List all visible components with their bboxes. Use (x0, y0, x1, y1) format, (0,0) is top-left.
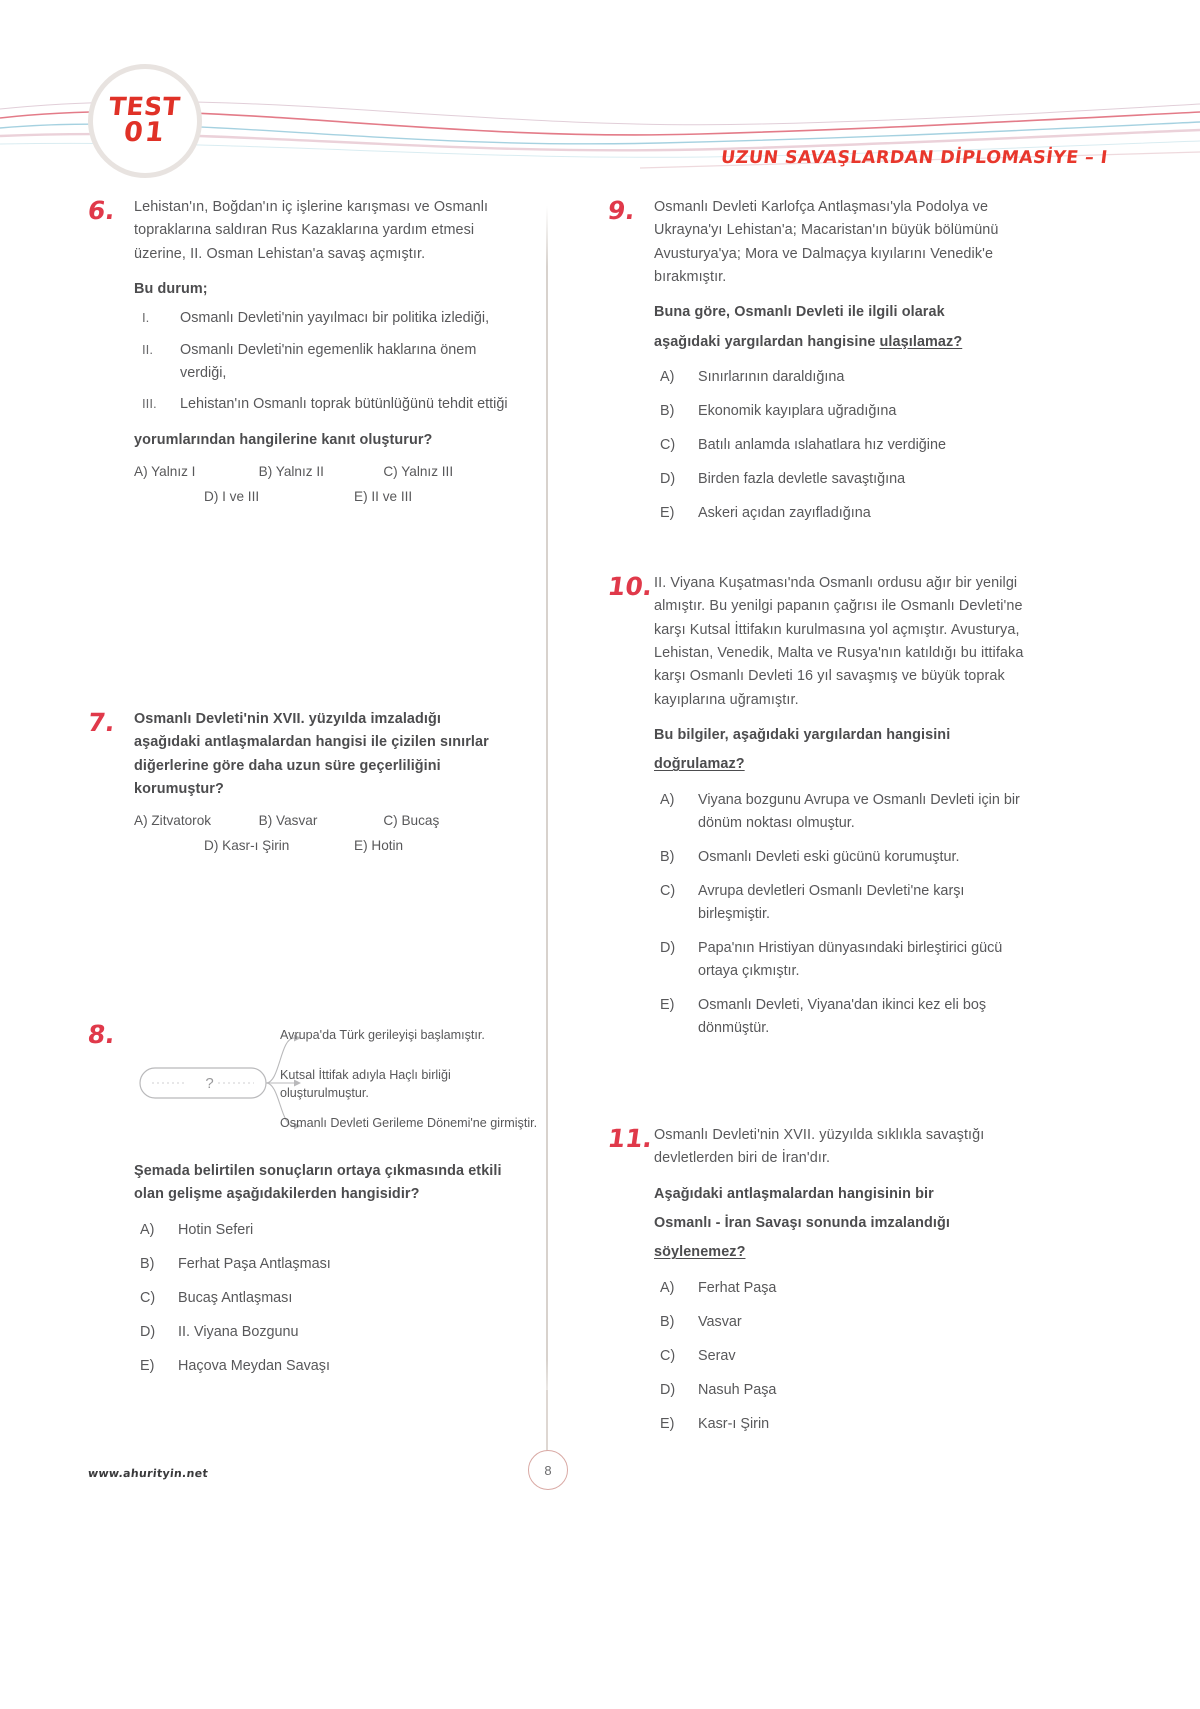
option-letter: C) (660, 437, 676, 454)
question-10 (605, 572, 1028, 1051)
option-text: Viyana bozgunu Avrupa ve Osmanlı Devleti için bir dönüm noktası olmuştur. (698, 791, 1020, 831)
option-text: Papa'nın Hristiyan dünyasındaki birleştirici gücü ortaya çıkmıştır. (698, 939, 1003, 979)
roman-numeral: I. (142, 310, 150, 326)
test-badge-word: TEST (107, 92, 183, 122)
question-11-ask-line1: Aşağıdaki antlaşmalardan hangisinin bir (654, 1185, 934, 1202)
question-10-stem: II. Viyana Kuşatması'nda Osmanlı ordusu ağır bir yenilgi almıştır. Bu yenilgi papanın çağrısı ile Osmanlı Devleti'ne karşı Kutsal İttifakın kurulmasına yol açmıştır. Avusturya, Lehistan, Venedik, Malta ve Rusya'nın katıldığı bu ittifaka karşı Osmanlı Devleti 16 yıl savaşmış ve büyük toprak kayıplarına uğramıştır. (654, 575, 1024, 708)
question-8-options (134, 1219, 508, 1378)
option-text: Nasuh Paşa (698, 1381, 777, 1398)
option-letter: E) (660, 505, 675, 522)
questions-area (0, 196, 1200, 1456)
option-letter: C) (140, 1289, 156, 1306)
option-letter: E) (140, 1357, 155, 1374)
option-b[interactable] (134, 1253, 508, 1276)
option-b[interactable] (654, 1311, 1028, 1334)
option-letter: E) (660, 1415, 675, 1432)
divider-tail (546, 1390, 548, 1452)
list-item (134, 307, 508, 330)
schema-unknown-label: ? (205, 1075, 215, 1092)
option-d[interactable]: D) Kasr-ı Şirin (204, 838, 290, 854)
option-a[interactable]: A) Zitvatorok (134, 813, 212, 829)
option-letter: A) (660, 368, 675, 385)
question-9-options (654, 366, 1028, 525)
option-text: Ferhat Paşa Antlaşması (178, 1255, 331, 1272)
question-8-ask: Şemada belirtilen sonuçların ortaya çıkmasında etkili olan gelişme aşağıdakilerden hangisidir? (134, 1163, 502, 1203)
option-text: Hotin Seferi (178, 1221, 254, 1238)
option-text: II. Viyana Bozgunu (178, 1323, 299, 1340)
option-text: Haçova Meydan Savaşı (178, 1357, 330, 1374)
option-a[interactable] (134, 1219, 508, 1242)
option-letter: B) (660, 403, 675, 420)
page-title: UZUN SAVAŞLARDAN DİPLOMASİYE – I (720, 148, 1110, 168)
question-8 (85, 1020, 538, 1389)
option-letter: D) (660, 939, 676, 956)
question-6-stem: Lehistan'ın, Boğdan'ın iç işlerine karışması ve Osmanlı topraklarına saldıran Rus Kazaklarına yardım etmesi üzerine, II. Osman Lehistan'a savaş açmıştır. (134, 199, 489, 262)
question-10-options (654, 789, 1028, 1040)
roman-item-text: Osmanlı Devleti'nin yayılmacı bir politika izlediği, (180, 310, 490, 327)
roman-numeral: III. (142, 396, 157, 412)
option-text: Birden fazla devletle savaştığına (698, 471, 906, 488)
option-d[interactable] (654, 937, 1028, 983)
question-9-number: 9. (605, 196, 637, 225)
option-a[interactable]: A) Yalnız I (134, 463, 196, 479)
option-c[interactable]: C) Yalnız III (383, 463, 454, 479)
question-11-number: 11. (605, 1124, 655, 1153)
column-divider (546, 206, 548, 1421)
option-letter: D) (660, 471, 676, 488)
option-letter: E) (660, 996, 675, 1013)
question-10-ask-emphasis: doğrulamaz? (654, 756, 745, 773)
option-letter: A) (660, 1279, 675, 1296)
question-9-ask-line1: Buna göre, Osmanlı Devleti ile ilgili olarak (654, 304, 945, 321)
option-d[interactable] (654, 1379, 1028, 1402)
option-e[interactable]: E) Hotin (354, 838, 404, 854)
question-11 (605, 1124, 1028, 1447)
question-7-number: 7. (85, 708, 117, 737)
option-a[interactable] (654, 1277, 1028, 1300)
option-letter: D) (140, 1323, 156, 1340)
question-9-ask-line2 (654, 331, 1028, 354)
option-text: Batılı anlamda ıslahatlara hız verdiğine (698, 437, 946, 454)
option-letter: A) (140, 1221, 155, 1238)
option-d[interactable] (654, 468, 1028, 491)
option-letter: B) (140, 1255, 155, 1272)
option-d[interactable] (134, 1321, 508, 1344)
question-6-options (134, 464, 508, 504)
question-11-ask-line2: Osmanlı - İran Savaşı sonunda imzalandığı (654, 1214, 950, 1231)
option-text: Ekonomik kayıplara uğradığına (698, 403, 897, 420)
option-e[interactable] (654, 1413, 1028, 1436)
option-b[interactable]: B) Yalnız II (258, 463, 324, 479)
option-text: Osmanlı Devleti, Viyana'dan ikinci kez eli boş dönmüştür. (698, 996, 987, 1036)
option-letter: D) (660, 1381, 676, 1398)
question-9-ask-prefix: aşağıdaki yargılardan hangisine (654, 333, 880, 350)
option-c[interactable] (134, 1287, 508, 1310)
option-c[interactable]: C) Bucaş (383, 813, 440, 829)
question-10-number: 10. (605, 572, 655, 601)
option-text: Bucaş Antlaşması (178, 1289, 293, 1306)
option-text: Sınırlarının daraldığına (698, 368, 845, 385)
question-9 (605, 196, 1028, 536)
question-6-ask: yorumlarından hangilerine kanıt oluşturur? (134, 431, 433, 448)
question-11-ask-emphasis: söylenemez? (654, 1244, 746, 1261)
question-11-ask-line3 (654, 1241, 1028, 1264)
question-11-options (654, 1277, 1028, 1436)
schema-branch-1: Avrupa'da Türk gerileyişi başlamıştır. (280, 1028, 485, 1042)
option-b[interactable] (654, 846, 1028, 869)
roman-item-text: Osmanlı Devleti'nin egemenlik haklarına önem verdiği, (180, 341, 477, 381)
option-letter: B) (660, 848, 675, 865)
option-e[interactable] (134, 1355, 508, 1378)
question-8-schema-diagram (134, 1024, 544, 1142)
question-6-roman-list (134, 307, 508, 416)
question-6-lead: Bu durum; (134, 280, 208, 297)
schema-branch-3: Osmanlı Devleti Gerileme Dönemi'ne girmiştir. (280, 1116, 538, 1130)
option-d[interactable]: D) I ve III (204, 488, 260, 504)
question-6-number: 6. (85, 196, 117, 225)
list-item (134, 339, 508, 386)
option-a[interactable] (654, 366, 1028, 389)
option-text: Vasvar (698, 1313, 742, 1330)
test-badge-number: 01 (122, 117, 168, 149)
question-10-ask-line1: Bu bilgiler, aşağıdaki yargılardan hangisini (654, 726, 951, 743)
option-c[interactable] (654, 434, 1028, 457)
option-text: Serav (698, 1347, 736, 1364)
question-9-stem: Osmanlı Devleti Karlofça Antlaşması'yla Podolya ve Ukrayna'yı Lehistan'a; Macaristan'ın büyük bölümünü Avusturya'ya; Mora ve Dalmaçya kıyılarını Venedik'e bırakmıştır. (654, 199, 999, 285)
schema-branch-2: Kutsal İttifak adıyla Haçlı birliği oluşturulmuştur. (280, 1068, 451, 1101)
question-10-ask-line2 (654, 753, 1028, 776)
question-9-ask-emphasis: ulaşılamaz? (879, 333, 963, 350)
option-e[interactable] (654, 502, 1028, 525)
question-7 (85, 708, 508, 863)
option-e[interactable]: E) II ve III (354, 488, 413, 504)
option-text: Osmanlı Devleti eski gücünü korumuştur. (698, 848, 960, 865)
question-8-number: 8. (85, 1020, 117, 1049)
roman-item-text: Lehistan'ın Osmanlı toprak bütünlüğünü tehdit ettiği (180, 396, 508, 413)
question-7-options (134, 813, 508, 853)
list-item (134, 393, 508, 416)
roman-numeral: II. (142, 341, 153, 357)
option-e[interactable] (654, 994, 1028, 1040)
page-number: 8 (528, 1450, 568, 1490)
option-text: Ferhat Paşa (698, 1279, 777, 1296)
option-letter: C) (660, 1347, 676, 1364)
option-c[interactable] (654, 1345, 1028, 1368)
option-letter: C) (660, 882, 676, 899)
option-letter: A) (660, 791, 675, 808)
option-text: Askeri açıdan zayıfladığına (698, 505, 871, 522)
option-b[interactable] (654, 400, 1028, 423)
question-7-stem: Osmanlı Devleti'nin XVII. yüzyılda imzaladığı aşağıdaki antlaşmalardan hangisi ile çizilen sınırlar diğerlerine göre daha uzun süre geçerliliğini korumuştur? (134, 711, 489, 797)
option-a[interactable] (654, 789, 1028, 835)
option-letter: B) (660, 1313, 675, 1330)
footer-website[interactable]: www.ahurityin.net (87, 1467, 209, 1480)
option-text: Avrupa devletleri Osmanlı Devleti'ne karşı birleşmiştir. (698, 882, 965, 922)
option-c[interactable] (654, 880, 1028, 926)
test-badge (88, 64, 202, 178)
question-11-stem: Osmanlı Devleti'nin XVII. yüzyılda sıklıkla savaştığı devletlerden biri de İran'dır. (654, 1127, 985, 1167)
option-text: Kasr-ı Şirin (698, 1415, 770, 1432)
question-6 (85, 196, 508, 514)
option-b[interactable]: B) Vasvar (258, 813, 318, 829)
